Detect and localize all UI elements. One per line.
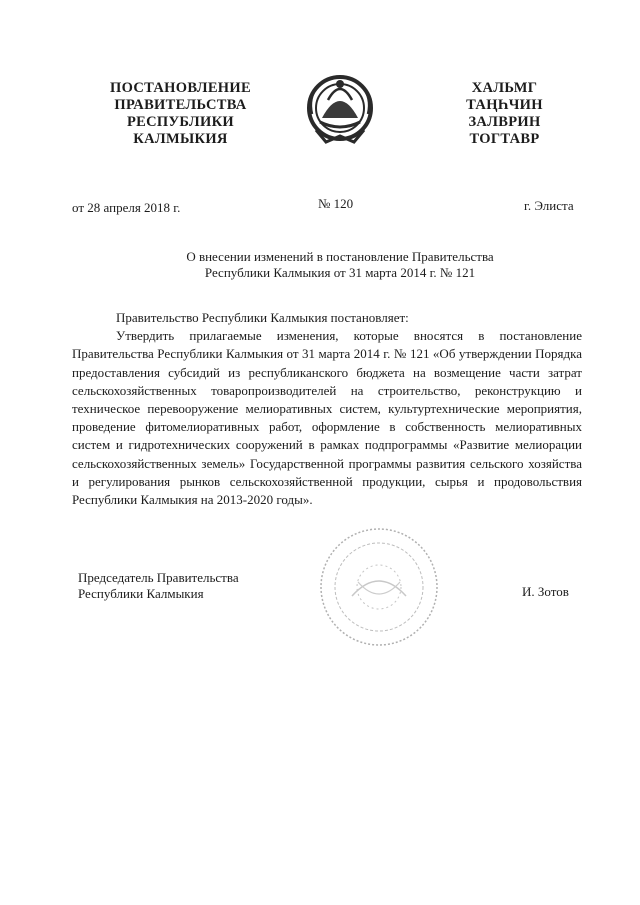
issuer-title-russian [88, 80, 273, 148]
issuer-line: ТОГТАВР [469, 131, 540, 147]
official-seal-icon [318, 526, 440, 648]
position-line: Председатель Правительства [78, 570, 239, 585]
issuer-line: ЗАЛВРИН [468, 114, 541, 130]
issuer-line: КАЛМЫКИЯ [133, 131, 228, 147]
document-city: г. Элиста [524, 198, 574, 213]
issuer-line: ХАЛЬМГ [471, 80, 538, 96]
issuer-title-kalmyk [462, 80, 547, 148]
issuer-line: ПОСТАНОВЛЕНИЕ [110, 80, 251, 96]
document-subject [100, 249, 580, 281]
body-main: Утвердить прилагаемые изменения, которые вносятся в постановление Правительства Республики Калмыкия от 31 марта 2014 г. № 121 «Об утверждении Порядка предоставления субсидий из республиканского бюджета на возмещение части затрат сельскохозяйственных товаропроизводителей на строительство, реконструкцию и техническое перевооружение мелиоративных систем, культуртехнические мероприятия, проведение фитомелиоративных работ, оформление в собственность мелиоративных систем и гидротехнических сооружений в рамках подпрограммы «Развитие мелиорации сельскохозяйственных земель» Государственной программы развития сельского хозяйства и регулирования рынков сельскохозяйственной продукции, сырья и продовольствия Республики Калмыкия на 2013-2020 годы». [72, 328, 582, 508]
document-body [72, 309, 582, 509]
coat-of-arms-icon [302, 70, 378, 156]
signatory-name: И. Зотов [522, 584, 569, 599]
document-date: от 28 апреля 2018 г. [72, 200, 181, 215]
position-line: Республики Калмыкия [78, 586, 204, 601]
subject-line: Республики Калмыкия от 31 марта 2014 г. № 121 [204, 265, 476, 280]
subject-line: О внесении изменений в постановление Правительства [186, 249, 494, 264]
issuer-line: ПРАВИТЕЛЬСТВА [114, 97, 247, 113]
document-number: № 120 [318, 196, 354, 211]
issuer-line: РЕСПУБЛИКИ [126, 114, 235, 130]
issuer-line: ТАҢҺЧИН [466, 97, 543, 113]
signatory-position [78, 570, 239, 602]
body-intro: Правительство Республики Калмыкия постановляет: [116, 310, 409, 325]
